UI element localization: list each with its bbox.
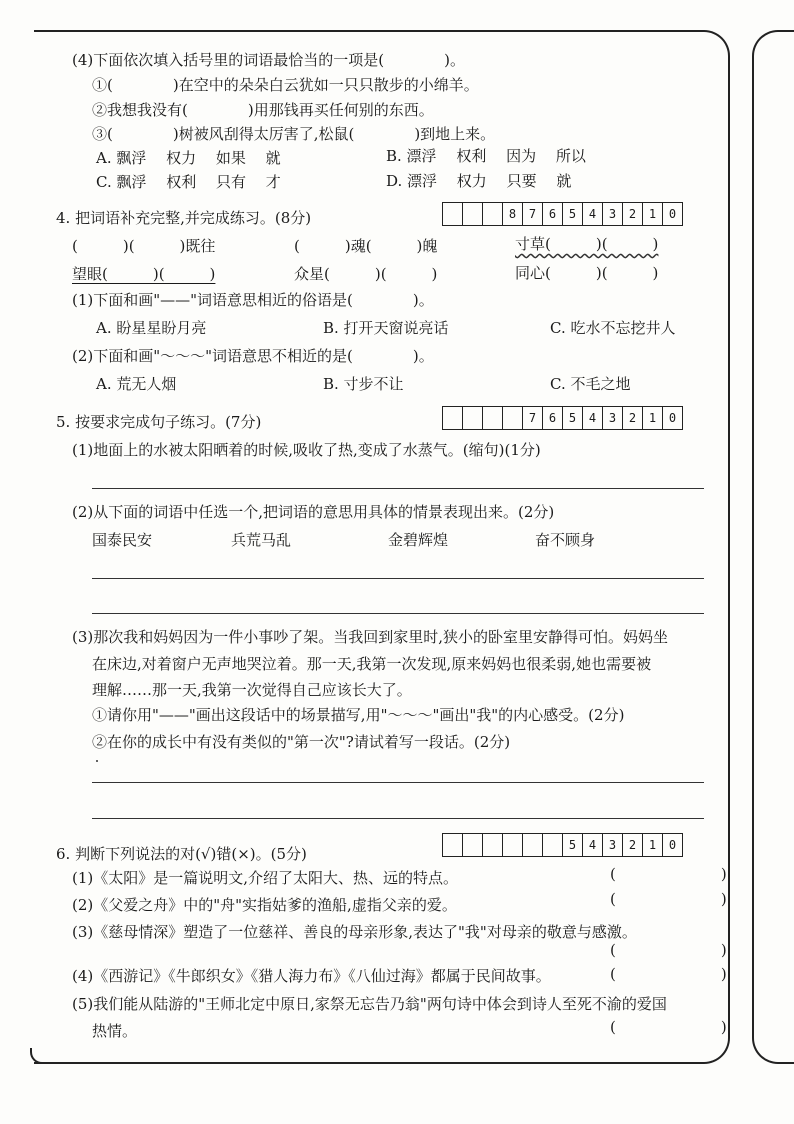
q4-score-cell[interactable]: [463, 203, 483, 225]
q4-score-cell[interactable]: 1: [643, 203, 663, 225]
q5-sub3-line3: 理解……那一天,我第一次觉得自己应该长大了。: [92, 681, 412, 699]
q6-score-cell[interactable]: 2: [623, 834, 643, 856]
q6-score-cell[interactable]: [483, 834, 503, 856]
q4-word-4-underlined: 望眼( )( ): [72, 265, 216, 283]
q4-score-cell[interactable]: 4: [583, 203, 603, 225]
q5-sub3-q1: ①请你用"——"画出这段话中的场景描写,用"～～～"画出"我"的内心感受。(2分): [92, 706, 625, 724]
q4-sub1-option-c: C. 吃水不忘挖井人: [550, 319, 676, 337]
q4-score-boxes[interactable]: [442, 202, 683, 226]
q4-score-cell[interactable]: 8: [503, 203, 523, 225]
q6-item-3-bracket[interactable]: ( ): [610, 941, 727, 959]
q-prev4-option-b: B. 漂浮 权利 因为 所以: [386, 147, 586, 165]
q5-score-cell[interactable]: 0: [668, 411, 677, 425]
q6-item-2: (2)《父爱之舟》中的"舟"实指姑爹的渔船,虚指父亲的爱。: [72, 896, 457, 914]
q6-score-cell[interactable]: 1: [643, 834, 663, 856]
q6-score-cell[interactable]: 0: [668, 838, 677, 852]
q5-sub3-line2: 在床边,对着窗户无声地哭泣着。那一天,我第一次发现,原来妈妈也很柔弱,她也需要被: [92, 655, 652, 673]
q4-sub2-option-c: C. 不毛之地: [550, 375, 631, 393]
q5-answer-line-3[interactable]: [92, 613, 704, 614]
q4-word-3-wavy: 寸草( )( ): [515, 235, 659, 253]
q5-word-3: 金碧辉煌: [388, 531, 449, 549]
q5-score-boxes[interactable]: [442, 406, 683, 430]
q-prev4-option-c: C. 飘浮 权利 只有 才: [96, 173, 281, 191]
q-prev4-stem: (4)下面依次填入括号里的词语最恰当的一项是( )。: [72, 51, 465, 69]
q4-score-cell[interactable]: 5: [563, 203, 583, 225]
q4-score-cell[interactable]: 6: [543, 203, 563, 225]
q5-score-cell[interactable]: 7: [523, 407, 543, 429]
q-prev4-option-a: A. 飘浮 权力 如果 就: [96, 149, 281, 167]
q-prev4-option-d: D. 漂浮 权力 只要 就: [386, 172, 572, 190]
q6-score-cell[interactable]: 5: [563, 834, 583, 856]
q5-sub3-line1: (3)那次我和妈妈因为一件小事吵了架。当我回到家里时,狭小的卧室里安静得可怕。妈妈坐: [72, 628, 669, 646]
q5-answer-line-5[interactable]: [92, 818, 704, 819]
q5-score-cell[interactable]: 1: [643, 407, 663, 429]
q6-item-1-bracket[interactable]: ( ): [610, 865, 727, 883]
q6-item-5: (5)我们能从陆游的"王师北定中原日,家祭无忘告乃翁"两句诗中体会到诗人至死不渝的爱国: [72, 995, 667, 1013]
q6-item-4: (4)《西游记》《牛郎织女》《猎人海力布》《八仙过海》都属于民间故事。: [72, 967, 551, 985]
q6-score-cell[interactable]: [543, 834, 563, 856]
q6-item-3: (3)《慈母情深》塑造了一位慈祥、善良的母亲形象,表达了"我"对母亲的敬意与感激。: [72, 923, 637, 941]
q4-sub1-option-a: A. 盼星星盼月亮: [96, 319, 207, 337]
q6-item-2-bracket[interactable]: ( ): [610, 890, 727, 908]
q6-title: 6. 判断下列说法的对(√)错(×)。(5分): [56, 845, 307, 863]
q5-word-4: 奋不顾身: [535, 531, 596, 549]
q6-score-cell[interactable]: [463, 834, 483, 856]
q5-score-cell[interactable]: 2: [623, 407, 643, 429]
q6-score-boxes[interactable]: [442, 833, 683, 857]
q-prev4-line1: ①( )在空中的朵朵白云犹如一只只散步的小绵羊。: [92, 76, 479, 94]
q6-score-cell[interactable]: [443, 834, 463, 856]
q5-score-cell[interactable]: 3: [603, 407, 623, 429]
q5-score-cell[interactable]: [443, 407, 463, 429]
q6-score-cell[interactable]: [503, 834, 523, 856]
q5-word-2: 兵荒马乱: [231, 531, 292, 549]
q6-score-cell[interactable]: 3: [603, 834, 623, 856]
q4-score-cell[interactable]: 7: [523, 203, 543, 225]
q6-score-cell[interactable]: [523, 834, 543, 856]
q5-score-cell[interactable]: 6: [543, 407, 563, 429]
q4-score-cell[interactable]: 3: [603, 203, 623, 225]
q6-item-5-bracket[interactable]: ( ): [610, 1018, 727, 1036]
stray-dot: [96, 760, 98, 762]
q5-sub3-q2: ②在你的成长中有没有类似的"第一次"?请试着写一段话。(2分): [92, 733, 511, 751]
q6-score-cell[interactable]: 4: [583, 834, 603, 856]
q5-answer-line-2[interactable]: [92, 578, 704, 579]
q5-score-cell[interactable]: 4: [583, 407, 603, 429]
q-prev4-line2: ②我想我没有( )用那钱再买任何别的东西。: [92, 101, 434, 119]
q4-score-cell[interactable]: [443, 203, 463, 225]
q5-title: 5. 按要求完成句子练习。(7分): [56, 413, 262, 431]
q4-word-1: ( )( )既往: [72, 237, 216, 255]
q4-word-6: 同心( )( ): [515, 264, 659, 282]
q4-title: 4. 把词语补充完整,并完成练习。(8分): [56, 209, 312, 227]
q4-score-cell[interactable]: 2: [623, 203, 643, 225]
q5-score-cell[interactable]: [463, 407, 483, 429]
q5-answer-line-4[interactable]: [92, 782, 704, 783]
q4-word-2: ( )魂( )魄: [294, 237, 438, 255]
q5-score-cell[interactable]: [503, 407, 523, 429]
q4-sub2-option-a: A. 荒无人烟: [96, 375, 177, 393]
q5-score-cell[interactable]: [483, 407, 503, 429]
q-prev4-line3: ③( )树被风刮得太厉害了,松鼠( )到地上来。: [92, 125, 496, 143]
q4-sub2-stem: (2)下面和画"～～～"词语意思不相近的是( )。: [72, 347, 434, 365]
q5-sub1: (1)地面上的水被太阳晒着的时候,吸收了热,变成了水蒸气。(缩句)(1分): [72, 441, 541, 459]
q4-sub1-option-b: B. 打开天窗说亮话: [323, 319, 449, 337]
q5-sub2: (2)从下面的词语中任选一个,把词语的意思用具体的情景表现出来。(2分): [72, 503, 555, 521]
q4-score-cell[interactable]: 0: [668, 207, 677, 221]
q5-score-cell[interactable]: 5: [563, 407, 583, 429]
q5-answer-line-1[interactable]: [92, 488, 704, 489]
q4-word-5: 众星( )( ): [294, 265, 438, 283]
q6-item-1: (1)《太阳》是一篇说明文,介绍了太阳大、热、远的特点。: [72, 869, 459, 887]
q5-word-1: 国泰民安: [92, 531, 153, 549]
q4-sub1-stem: (1)下面和画"——"词语意思相近的俗语是( )。: [72, 291, 434, 309]
q4-sub2-option-b: B. 寸步不让: [323, 375, 404, 393]
side-strip: [752, 30, 794, 1064]
q6-item-4-bracket[interactable]: ( ): [610, 965, 727, 983]
q6-item-5-cont: 热情。: [92, 1022, 138, 1040]
q4-score-cell[interactable]: [483, 203, 503, 225]
